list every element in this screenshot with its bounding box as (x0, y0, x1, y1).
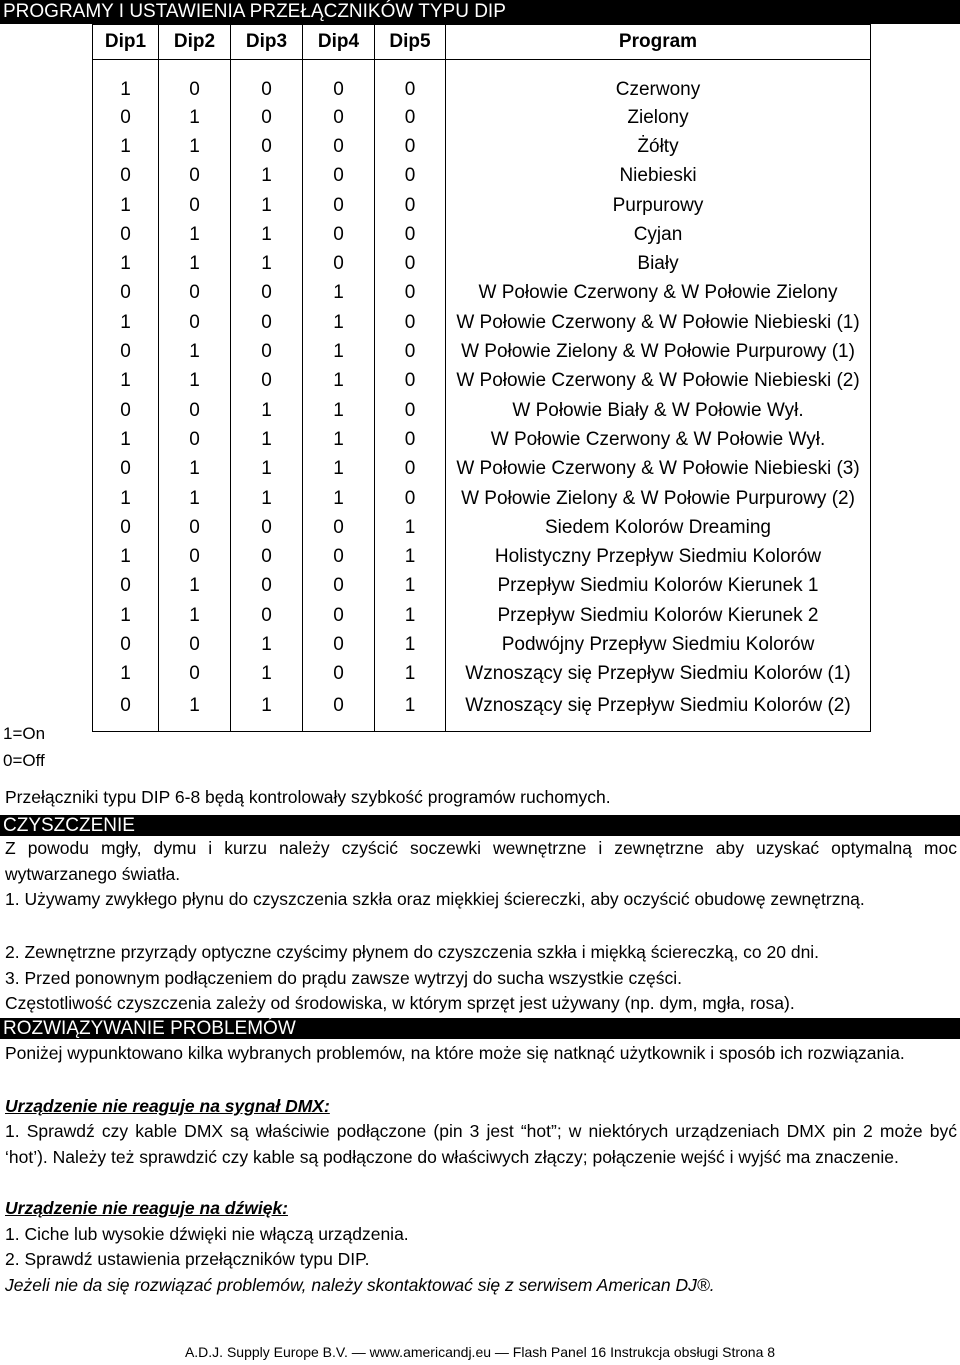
dip-section-title: PROGRAMY I USTAWIENIA PRZEŁĄCZNIKÓW TYPU DIP (0, 0, 960, 24)
dip5-cell: 0 (375, 484, 446, 513)
dip4-cell: 0 (303, 601, 375, 630)
dip5-cell: 0 (375, 367, 446, 396)
program-cell: Przepływ Siedmiu Kolorów Kierunek 1 (446, 572, 871, 601)
dip4-cell: 0 (303, 103, 375, 132)
table-row (93, 162, 871, 191)
table-row (93, 103, 871, 132)
program-cell: W Połowie Czerwony & W Połowie Niebieski (2) (446, 367, 871, 396)
dip2-cell: 1 (159, 689, 231, 732)
table-row (93, 220, 871, 249)
dip4-cell: 0 (303, 542, 375, 571)
program-cell: Holistyczny Przepływ Siedmiu Kolorów (446, 542, 871, 571)
program-cell: W Połowie Czerwony & W Połowie Niebieski (3) (446, 455, 871, 484)
table-row (93, 308, 871, 337)
table-header-row (93, 25, 871, 60)
dip2-cell: 1 (159, 103, 231, 132)
dip4-cell: 0 (303, 191, 375, 220)
dip5-cell: 0 (375, 162, 446, 191)
dip2-cell: 0 (159, 60, 231, 104)
program-cell: Wznoszący się Przepływ Siedmiu Kolorów (1) (446, 660, 871, 689)
dip3-cell: 0 (231, 601, 303, 630)
dip4-cell: 0 (303, 630, 375, 659)
table-row (93, 601, 871, 630)
dip4-cell: 0 (303, 220, 375, 249)
table-row (93, 660, 871, 689)
dip5-cell: 1 (375, 542, 446, 571)
dip5-cell: 0 (375, 425, 446, 454)
header-dip4: Dip4 (303, 25, 375, 60)
dip3-cell: 0 (231, 337, 303, 366)
dip1-cell: 1 (93, 660, 159, 689)
dip1-cell: 0 (93, 103, 159, 132)
header-dip2: Dip2 (159, 25, 231, 60)
table-row (93, 572, 871, 601)
dip2-cell: 0 (159, 660, 231, 689)
dip3-cell: 0 (231, 60, 303, 104)
table-row (93, 689, 871, 732)
dip1-cell: 1 (93, 308, 159, 337)
program-cell: Przepływ Siedmiu Kolorów Kierunek 2 (446, 601, 871, 630)
dip2-cell: 1 (159, 249, 231, 278)
dip3-cell: 1 (231, 220, 303, 249)
dip1-cell: 0 (93, 162, 159, 191)
dip2-cell: 1 (159, 132, 231, 161)
program-cell: W Połowie Czerwony & W Połowie Wył. (446, 425, 871, 454)
dip3-cell: 1 (231, 191, 303, 220)
table-row (93, 191, 871, 220)
sound-step-1: 1. Ciche lub wysokie dźwięki nie włączą urządzenia. (5, 1224, 409, 1244)
dip5-cell: 1 (375, 660, 446, 689)
dip1-cell: 0 (93, 220, 159, 249)
dip4-cell: 1 (303, 455, 375, 484)
dip2-cell: 0 (159, 279, 231, 308)
dip4-cell: 1 (303, 367, 375, 396)
table-row (93, 455, 871, 484)
dip4-cell: 1 (303, 484, 375, 513)
program-cell: Purpurowy (446, 191, 871, 220)
dip3-cell: 0 (231, 279, 303, 308)
dip1-cell: 1 (93, 484, 159, 513)
dip3-cell: 0 (231, 513, 303, 542)
dip5-cell: 0 (375, 220, 446, 249)
cleaning-step-2: 2. Zewnętrzne przyrządy optyczne czyścimy płynem do czyszczenia szkła i miękką ściereczką, co 20 dni. (5, 942, 820, 962)
program-cell: W Połowie Zielony & W Połowie Purpurowy (2) (446, 484, 871, 513)
dip5-cell: 0 (375, 279, 446, 308)
dip2-cell: 1 (159, 572, 231, 601)
dip4-cell: 0 (303, 132, 375, 161)
table-row (93, 279, 871, 308)
dip3-cell: 1 (231, 630, 303, 659)
dip3-cell: 0 (231, 308, 303, 337)
dip3-cell: 1 (231, 484, 303, 513)
dip1-cell: 1 (93, 191, 159, 220)
dip4-cell: 1 (303, 425, 375, 454)
contact-note: Jeżeli nie da się rozwiązać problemów, należy skontaktować się z serwisem American DJ®. (5, 1275, 715, 1295)
dip5-cell: 1 (375, 601, 446, 630)
dip1-cell: 1 (93, 249, 159, 278)
dip3-cell: 0 (231, 367, 303, 396)
dip4-cell: 0 (303, 513, 375, 542)
dip1-cell: 0 (93, 337, 159, 366)
dip1-cell: 1 (93, 542, 159, 571)
dip2-cell: 0 (159, 396, 231, 425)
troubleshooting-section-title: ROZWIĄZYWANIE PROBLEMÓW (0, 1018, 960, 1039)
table-row (93, 60, 871, 104)
program-cell: W Połowie Czerwony & W Połowie Zielony (446, 279, 871, 308)
dip4-cell: 1 (303, 396, 375, 425)
dip-table-body (93, 60, 871, 732)
dip1-cell: 1 (93, 367, 159, 396)
dip4-cell: 0 (303, 162, 375, 191)
dmx-step-1: 1. Sprawdź czy kable DMX są właściwie podłączone (pin 3 jest “hot”; w niektórych urządzeniach DMX pin 2 może być ‘hot’). Należy też sprawdzić czy kable są podłączone do właściwych złączy; połączenie wejść i wyjść ma znaczenie. (5, 1121, 957, 1167)
dip1-cell: 0 (93, 630, 159, 659)
dip4-cell: 1 (303, 279, 375, 308)
program-cell: Podwójny Przepływ Siedmiu Kolorów (446, 630, 871, 659)
dip1-cell: 1 (93, 601, 159, 630)
cleaning-section-title: CZYSZCZENIE (0, 815, 960, 836)
dip3-cell: 0 (231, 572, 303, 601)
troubleshooting-intro: Poniżej wypunktowano kilka wybranych problemów, na które może się natknąć użytkownik i sposób ich rozwiązania. (5, 1043, 905, 1063)
program-cell: W Połowie Czerwony & W Połowie Niebieski (1) (446, 308, 871, 337)
dip3-cell: 1 (231, 689, 303, 732)
dip4-cell: 1 (303, 337, 375, 366)
table-row (93, 249, 871, 278)
dip1-cell: 1 (93, 60, 159, 104)
dip2-cell: 1 (159, 455, 231, 484)
dip2-cell: 0 (159, 542, 231, 571)
dip5-cell: 0 (375, 396, 446, 425)
dip1-cell: 0 (93, 572, 159, 601)
dip2-cell: 1 (159, 484, 231, 513)
dmx-problem-heading: Urządzenie nie reaguje na sygnał DMX: (5, 1096, 330, 1116)
dip1-cell: 0 (93, 396, 159, 425)
program-cell: W Połowie Biały & W Połowie Wył. (446, 396, 871, 425)
dip1-cell: 1 (93, 425, 159, 454)
cleaning-step-3: 3. Przed ponownym podłączeniem do prądu zawsze wytrzyj do sucha wszystkie części. (5, 968, 682, 988)
dip4-cell: 0 (303, 660, 375, 689)
dip3-cell: 1 (231, 425, 303, 454)
program-cell: Żółty (446, 132, 871, 161)
dip3-cell: 1 (231, 455, 303, 484)
dip2-cell: 1 (159, 337, 231, 366)
table-row (93, 132, 871, 161)
dip3-cell: 0 (231, 103, 303, 132)
table-row (93, 425, 871, 454)
dip4-cell: 0 (303, 249, 375, 278)
program-cell: Niebieski (446, 162, 871, 191)
table-row (93, 513, 871, 542)
dip3-cell: 1 (231, 396, 303, 425)
dip1-cell: 0 (93, 689, 159, 732)
dip5-cell: 0 (375, 455, 446, 484)
dip2-cell: 0 (159, 191, 231, 220)
program-cell: Siedem Kolorów Dreaming (446, 513, 871, 542)
dip5-cell: 0 (375, 60, 446, 104)
cleaning-frequency: Częstotliwość czyszczenia zależy od środowiska, w którym sprzęt jest używany (np. dym, mgła, rosa). (5, 993, 795, 1013)
header-dip5: Dip5 (375, 25, 446, 60)
sound-problem-heading: Urządzenie nie reaguje na dźwięk: (5, 1198, 288, 1218)
dip4-cell: 0 (303, 572, 375, 601)
dip5-cell: 0 (375, 191, 446, 220)
dip1-cell: 0 (93, 279, 159, 308)
table-row (93, 337, 871, 366)
dip4-cell: 0 (303, 689, 375, 732)
dip2-cell: 0 (159, 513, 231, 542)
dip3-cell: 1 (231, 162, 303, 191)
table-row (93, 367, 871, 396)
program-cell: Wznoszący się Przepływ Siedmiu Kolorów (2) (446, 689, 871, 732)
dip5-cell: 1 (375, 630, 446, 659)
dip3-cell: 0 (231, 132, 303, 161)
sound-step-2: 2. Sprawdź ustawienia przełączników typu DIP. (5, 1249, 370, 1269)
dip2-cell: 0 (159, 425, 231, 454)
dip5-cell: 0 (375, 308, 446, 337)
dip2-cell: 0 (159, 162, 231, 191)
table-row (93, 542, 871, 571)
dip3-cell: 1 (231, 249, 303, 278)
dip5-cell: 0 (375, 103, 446, 132)
dip5-cell: 1 (375, 513, 446, 542)
dip5-cell: 0 (375, 337, 446, 366)
dip2-cell: 1 (159, 367, 231, 396)
legend-on: 1=On (3, 724, 46, 743)
program-cell: Czerwony (446, 60, 871, 104)
program-cell: Zielony (446, 103, 871, 132)
cleaning-step-1: 1. Używamy zwykłego płynu do czyszczenia szkła oraz miękkiej ściereczki, aby oczyścić obudowę zewnętrzną. (5, 889, 865, 909)
dip5-cell: 1 (375, 689, 446, 732)
dip1-cell: 0 (93, 513, 159, 542)
dip3-cell: 0 (231, 542, 303, 571)
page-footer: A.D.J. Supply Europe B.V. — www.americandj.eu — Flash Panel 16 Instrukcja obsługi Strona 8 (184, 1344, 776, 1360)
dip5-cell: 1 (375, 572, 446, 601)
dip2-cell: 1 (159, 601, 231, 630)
cleaning-intro: Z powodu mgły, dymu i kurzu należy czyścić soczewki wewnętrzne i zewnętrzne aby uzyskać optymalną moc wytwarzanego światła. (5, 838, 957, 884)
program-cell: W Połowie Zielony & W Połowie Purpurowy (1) (446, 337, 871, 366)
dip4-cell: 0 (303, 60, 375, 104)
table-row (93, 396, 871, 425)
dip5-cell: 0 (375, 132, 446, 161)
dip-switch-table (92, 24, 871, 732)
dip3-cell: 1 (231, 660, 303, 689)
dip5-cell: 0 (375, 249, 446, 278)
header-program: Program (446, 25, 871, 60)
dip2-cell: 0 (159, 308, 231, 337)
legend-off: 0=Off (3, 751, 45, 770)
table-row (93, 630, 871, 659)
dip4-cell: 1 (303, 308, 375, 337)
header-dip3: Dip3 (231, 25, 303, 60)
dip2-cell: 1 (159, 220, 231, 249)
header-dip1: Dip1 (93, 25, 159, 60)
dip2-cell: 0 (159, 630, 231, 659)
dip1-cell: 0 (93, 455, 159, 484)
speed-note: Przełączniki typu DIP 6-8 będą kontrolowały szybkość programów ruchomych. (5, 787, 611, 807)
dip1-cell: 1 (93, 132, 159, 161)
program-cell: Biały (446, 249, 871, 278)
table-row (93, 484, 871, 513)
program-cell: Cyjan (446, 220, 871, 249)
